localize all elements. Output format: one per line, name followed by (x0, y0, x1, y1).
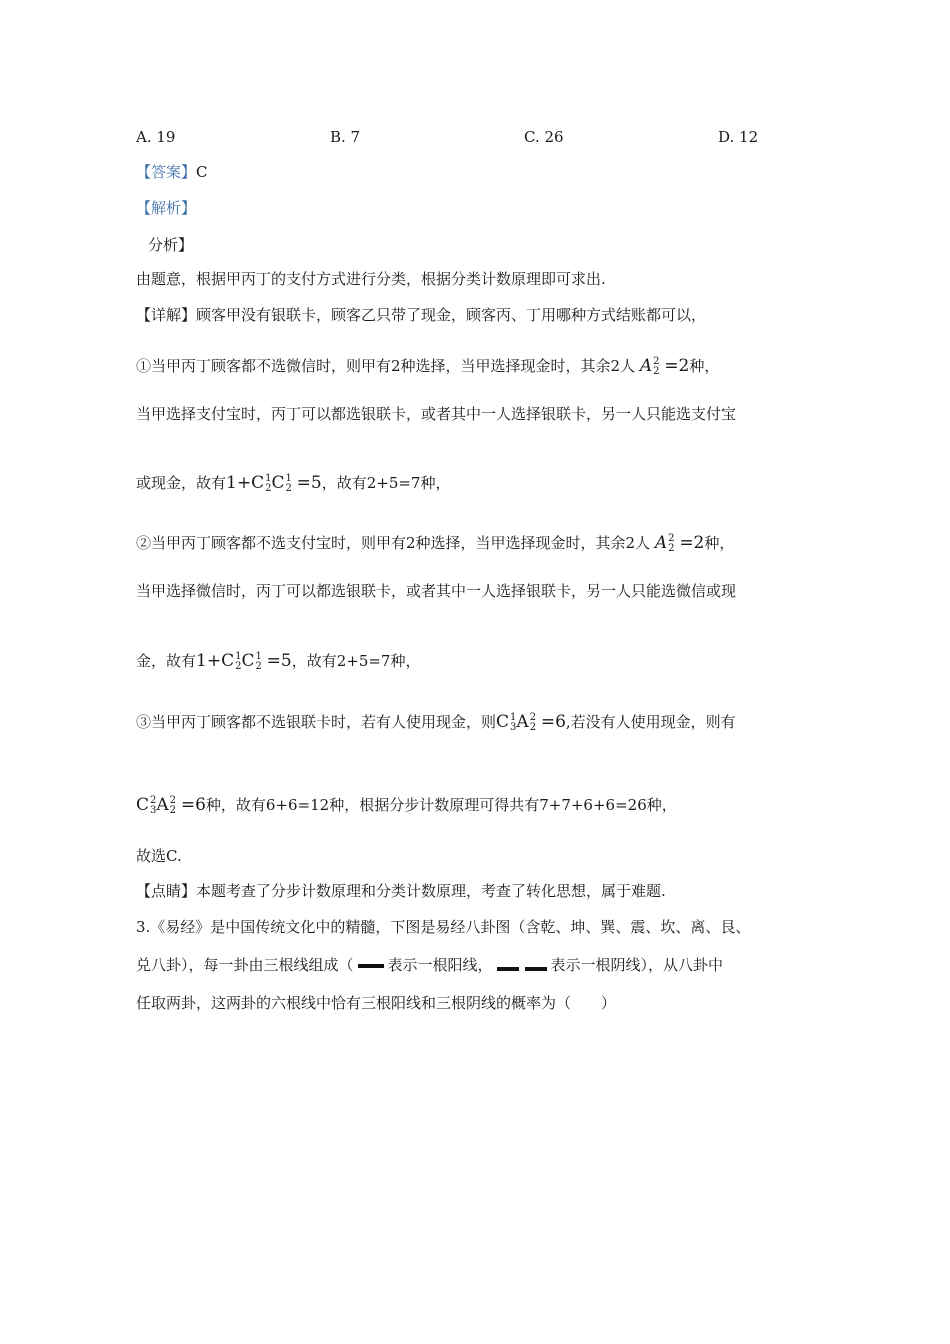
answer-value: C (196, 163, 208, 181)
case1-line1: ①当甲丙丁顾客都不选微信时，则甲有2种选择，当甲选择现金时，其余2人 A 2 2 =2种， (136, 356, 720, 377)
detail-tag: 【详解】 (136, 306, 197, 324)
answer-line (136, 162, 208, 182)
case1-line3: 或现金，故有1+C 1 2 C 1 2 =5，故有2+5=7种， (136, 473, 451, 494)
answer-tag: 【答案】 (136, 163, 197, 181)
q3-line3: 任取两卦，这两卦的六根线中恰有三根阳线和三根阴线的概率为（ ） (136, 994, 617, 1012)
case2-line3: 金，故有1+C 1 2 C 1 2 =5，故有2+5=7种， (136, 651, 421, 672)
detail-line (136, 305, 706, 325)
detail-text: 顾客甲没有银联卡，顾客乙只带了现金，顾客丙、丁用哪种方式结账都可以， (196, 306, 707, 324)
q3-line1: 3.《易经》是中国传统文化中的精髓，下图是易经八卦图（含乾、坤、巽、震、坎、离、艮、 (136, 918, 751, 936)
math-eq: =2 (664, 356, 690, 376)
option-b: B. 7 (330, 128, 361, 146)
option-a: A. 19 (136, 128, 176, 146)
case1-line2: 当甲选择支付宝时，丙丁可以都选银联卡，或者其中一人选择银联卡，另一人只能选支付宝 (136, 405, 737, 423)
option-c: C. 26 (524, 128, 564, 146)
case2-line1: ②当甲丙丁顾客都不选支付宝时，则甲有2种选择，当甲选择现金时，其余2人 A 2 2 =2种， (136, 533, 735, 554)
analysis-tag: 【解析】 (136, 199, 197, 217)
math-A: A (639, 356, 653, 376)
case3-line1: ③当甲丙丁顾客都不选银联卡时，若有人使用现金，则C 1 3 A 2 2 =6,若没有人使用现金，则有 (136, 712, 736, 733)
conclusion: 故选C. (136, 847, 182, 865)
q3-line2: 兑八卦），每一卦由三根线组成（ 表示一根阳线， 表示一根阴线），从八卦中 (136, 956, 724, 974)
comment-text: 本题考查了分步计数原理和分类计数原理，考查了转化思想，属于难题. (196, 882, 666, 900)
case3-line2: C 2 3 A 2 2 =6种，故有6+6=12种，根据分步计数原理可得共有7+7+6+6=26种， (136, 795, 677, 816)
case2-line2: 当甲选择微信时，丙丁可以都选银联卡，或者其中一人选择银联卡，另一人只能选微信或现 (136, 582, 737, 600)
fenxi-label: 分析】 (148, 236, 194, 254)
option-d: D. 12 (718, 128, 759, 146)
math-A-indices: 2 2 (653, 356, 660, 377)
intro-text: 由题意，根据甲丙丁的支付方式进行分类，根据分类计数原理即可求出. (136, 270, 606, 288)
comment-tag: 【点睛】 (136, 882, 197, 900)
yang-line-icon (358, 964, 384, 968)
yin-line-icon (497, 956, 547, 976)
comment-line (136, 881, 666, 901)
